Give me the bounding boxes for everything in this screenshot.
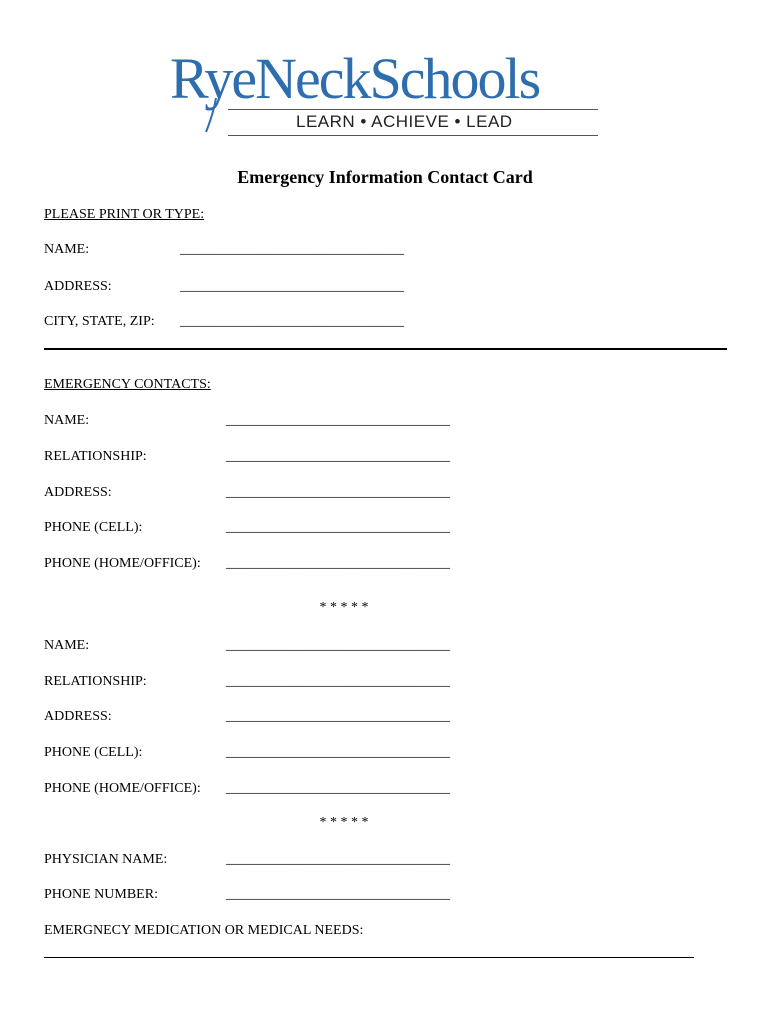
separator-stars: * * * * * [319,600,369,615]
physician-name-label: PHYSICIAN NAME: [44,852,168,867]
contact2-address-field[interactable]: ________________________________ [226,709,450,724]
school-logo: RyeNeckSchools [170,46,540,111]
student-city-field[interactable]: ________________________________ [180,314,404,329]
logo-divider-top [228,109,598,110]
instruction-heading: PLEASE PRINT OR TYPE: [44,207,205,222]
student-name-field[interactable]: ________________________________ [180,242,404,257]
physician-name-field[interactable]: ________________________________ [226,852,450,867]
contact1-address-field[interactable]: ________________________________ [226,485,450,500]
contact2-phone-cell-field[interactable]: ________________________________ [226,745,450,760]
medical-needs-label: EMERGNECY MEDICATION OR MEDICAL NEEDS: [44,923,364,938]
section-divider [44,348,727,350]
contact2-relationship-label: RELATIONSHIP: [44,674,147,689]
contact1-relationship-field[interactable]: ________________________________ [226,449,450,464]
contact2-address-label: ADDRESS: [44,709,112,724]
contact1-phone-home-label: PHONE (HOME/OFFICE): [44,556,201,571]
contact1-phone-cell-label: PHONE (CELL): [44,520,143,535]
contact1-name-label: NAME: [44,413,90,428]
contact2-name-label: NAME: [44,638,90,653]
student-address-label: ADDRESS: [44,279,112,294]
medical-needs-field[interactable] [44,957,694,958]
emergency-heading: EMERGENCY CONTACTS: [44,377,211,392]
contact1-relationship-label: RELATIONSHIP: [44,449,147,464]
contact1-name-field[interactable]: ________________________________ [226,413,450,428]
physician-phone-label: PHONE NUMBER: [44,887,158,902]
logo-tagline: LEARN • ACHIEVE • LEAD [296,112,513,131]
logo-divider-bottom [228,135,598,136]
student-city-label: CITY, STATE, ZIP: [44,314,155,329]
contact2-name-field[interactable]: ________________________________ [226,638,450,653]
contact2-phone-cell-label: PHONE (CELL): [44,745,143,760]
student-address-field[interactable]: ________________________________ [180,279,404,294]
student-name-label: NAME: [44,242,90,257]
separator-stars: * * * * * [319,815,369,830]
contact2-phone-home-field[interactable]: ________________________________ [226,781,450,796]
contact1-phone-cell-field[interactable]: ________________________________ [226,520,450,535]
contact1-phone-home-field[interactable]: ________________________________ [226,556,450,571]
contact1-address-label: ADDRESS: [44,485,112,500]
page-title: Emergency Information Contact Card [237,167,533,187]
logo-swash-icon [202,96,222,136]
contact2-relationship-field[interactable]: ________________________________ [226,674,450,689]
physician-phone-field[interactable]: ________________________________ [226,887,450,902]
contact2-phone-home-label: PHONE (HOME/OFFICE): [44,781,201,796]
